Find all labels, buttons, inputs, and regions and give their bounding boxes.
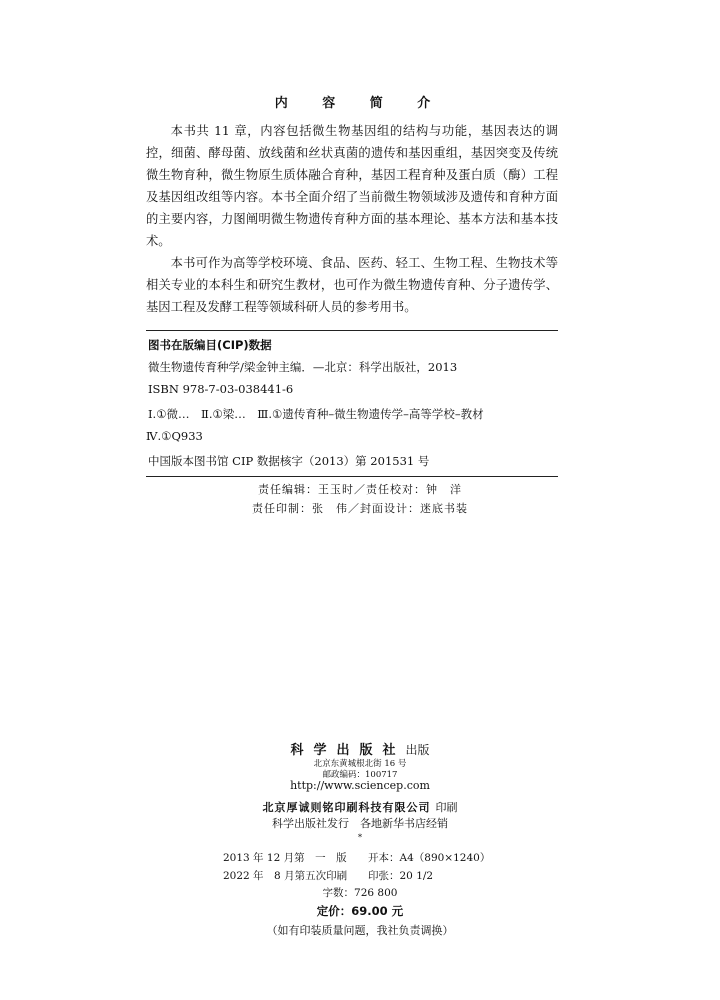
cip-classification-1: Ⅰ.①微… Ⅱ.①梁… Ⅲ.①遗传育种–微生物遗传学–高等学校–教材 xyxy=(148,407,484,421)
word-count: 字数：726 800 xyxy=(322,887,398,899)
summary-heading: 内 容 简 介 xyxy=(274,96,446,111)
cip-heading: 图书在版编目(CIP)数据 xyxy=(148,338,272,352)
summary-paragraph-2: 本书可作为高等学校环境、食品、医药、轻工、生物工程、生物技术等相关专业的本科生和研究生教材，也可作为微生物遗传育种、分子遗传学、基因工程及发酵工程等领域科研人员的参考用书。 xyxy=(146,256,558,314)
format-size: 开本：A4（890×1240） xyxy=(368,852,491,864)
edition-first: 2013 年 12 月第 一 版 xyxy=(223,852,347,864)
publisher-suffix: 出版 xyxy=(405,743,430,757)
cip-title-line: 微生物遗传育种学/梁金钟主编．—北京：科学出版社，2013 xyxy=(148,360,458,374)
printer-line xyxy=(0,796,720,815)
publisher-line xyxy=(0,739,720,758)
printer-suffix: 印刷 xyxy=(435,801,458,814)
cip-number: 中国版本图书馆 CIP 数据核字（2013）第 201531 号 xyxy=(148,454,430,468)
publisher-address: 北京东黄城根北街 16 号 xyxy=(313,759,407,769)
printer-name: 北京厚诚则铭印刷科技有限公司 xyxy=(262,801,431,814)
separator-star: * xyxy=(357,833,363,843)
summary-paragraph-1: 本书共 11 章，内容包括微生物基因组的结构与功能，基因表达的调控，细菌、酵母菌、放线菌和丝状真菌的遗传和基因重组，基因突变及传统微生物育种，微生物原生质体融合育种，基因工程育种及蛋白质（酶）工程及基因组改组等内容。本书全面介绍了当前微生物领域涉及遗传和育种方面的主要内容，力图阐明微生物遗传育种方面的基本理论、基本方法和基本技术。 xyxy=(146,124,558,248)
publisher-url: http://www.sciencep.com xyxy=(290,779,430,792)
price: 定价：69.00 元 xyxy=(316,904,404,918)
sheet-count: 印张：20 1/2 xyxy=(368,870,434,882)
cip-bottom-rule xyxy=(146,476,558,477)
cip-classification-2: Ⅳ.①Q933 xyxy=(146,429,203,443)
cip-isbn: ISBN 978-7-03-038441-6 xyxy=(148,382,294,396)
edition-fifth-printing: 2022 年 8 月第五次印刷 xyxy=(223,870,348,882)
quality-notice: （如有印装质量问题，我社负责调换） xyxy=(266,924,454,937)
editors-line-2: 责任印制：张 伟／封面设计：迷底书装 xyxy=(252,502,468,515)
distribution-line: 科学出版社发行 各地新华书店经销 xyxy=(272,817,448,830)
summary-text xyxy=(146,120,558,318)
publisher-postcode: 邮政编码：100717 xyxy=(322,770,398,780)
publisher-name: 科学出版社 xyxy=(290,743,406,758)
editors-line-1: 责任编辑：王玉时／责任校对：钟 洋 xyxy=(258,483,462,496)
cip-top-rule xyxy=(146,330,558,331)
